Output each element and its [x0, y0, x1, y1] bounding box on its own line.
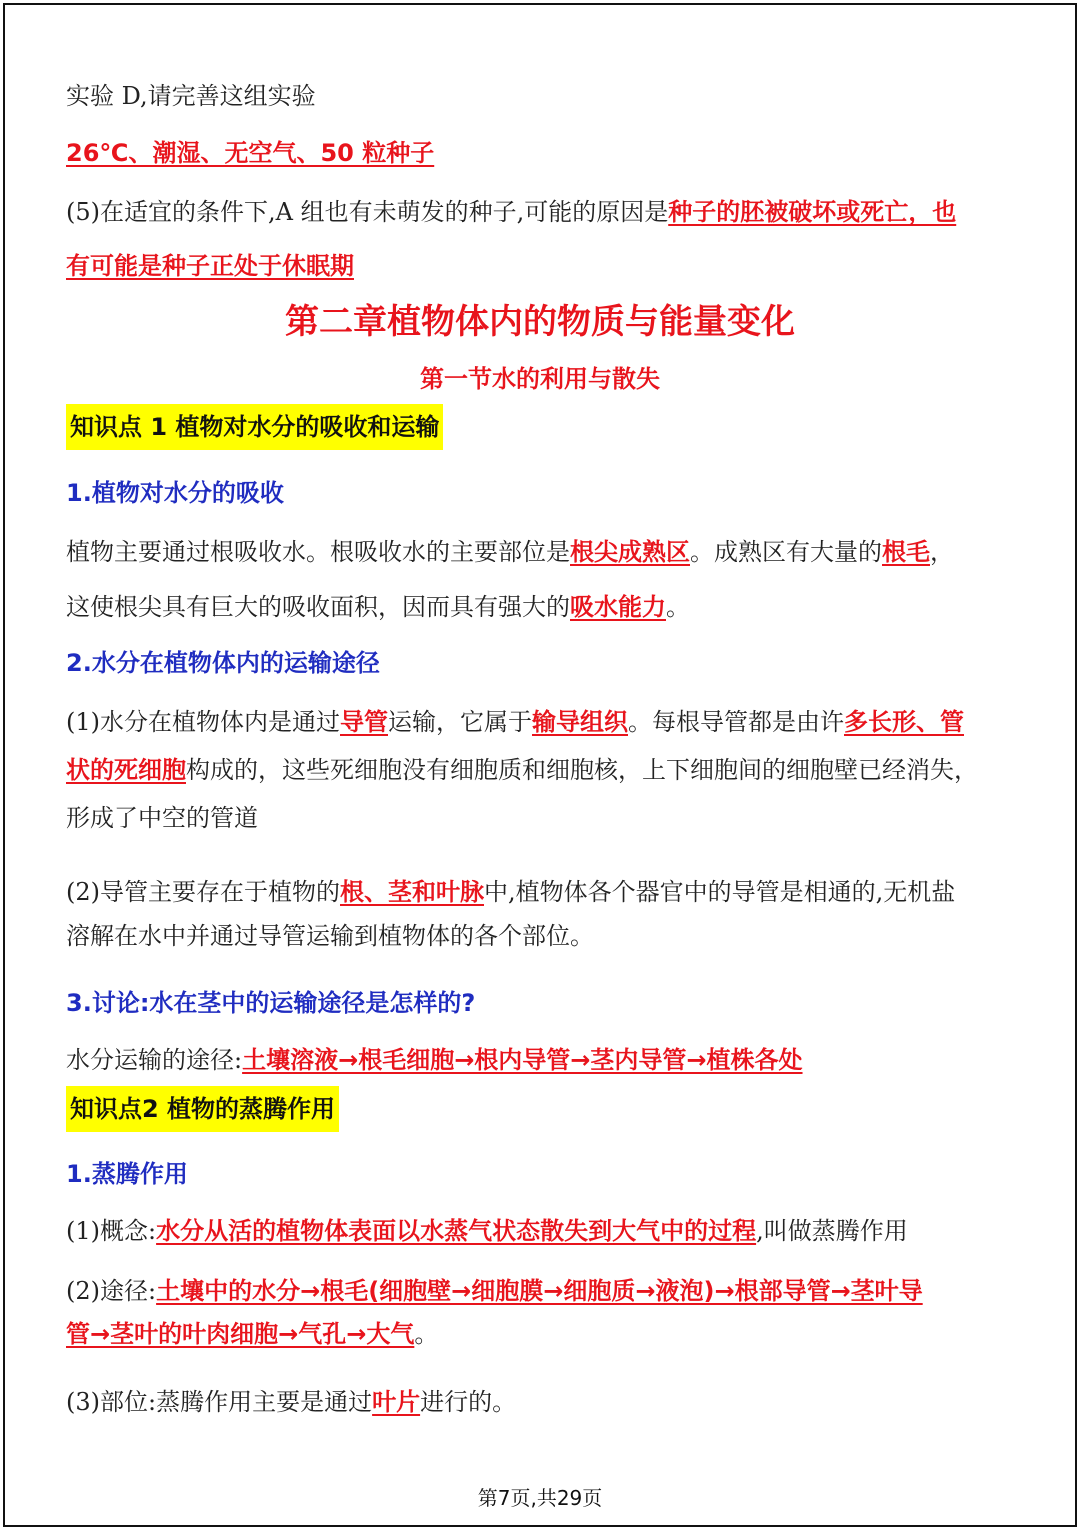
paragraph-line [66, 1318, 438, 1350]
text: 。每根导管都是由许 [628, 708, 844, 736]
answer-text: 根尖成熟区 [570, 538, 690, 566]
text: 。 [666, 593, 690, 621]
highlight-label: 知识点 1 植物对水分的吸收和运输 [66, 404, 443, 450]
text: (3)部位:蒸腾作用主要是通过 [66, 1388, 373, 1416]
text: 中,植物体各个器官中的导管是相通的,无机盐 [484, 878, 956, 906]
answer-text: 根、茎和叶脉 [340, 878, 484, 906]
text: 进行的。 [420, 1388, 517, 1416]
text: 构成的，这些死细胞没有细胞质和细胞核，上下细胞间的细胞壁已经消失， [186, 756, 978, 784]
paragraph-line [66, 920, 594, 952]
paragraph-line [66, 1386, 516, 1418]
paragraph-line [66, 1215, 908, 1247]
page-number: 第7页,共29页 [477, 1486, 603, 1510]
question-5-line-2 [66, 250, 354, 282]
answer-text: 多长形、管 [844, 708, 964, 736]
subheading-water-absorption: 1.植物对水分的吸收 [66, 479, 284, 507]
text: (2)导管主要存在于植物的 [66, 878, 340, 906]
text: 。 [414, 1320, 439, 1348]
answer-text: 输导组织 [532, 708, 628, 736]
text: 水分运输的途径: [66, 1046, 243, 1074]
answer-line [66, 137, 434, 169]
text: 这使根尖具有巨大的吸收面积，因而具有强大的 [66, 593, 570, 621]
subheading-transport-path: 2.水分在植物体内的运输途径 [66, 649, 380, 677]
text: ， [930, 538, 954, 566]
text: 运输，它属于 [388, 708, 532, 736]
answer-text: 根毛 [882, 538, 930, 566]
experiment-d-line [66, 80, 316, 112]
chapter-title: 第二章植物体内的物质与能量变化 [285, 302, 795, 342]
paragraph-line [66, 802, 258, 834]
question-5-line [66, 196, 956, 228]
answer-text: 叶片 [372, 1388, 421, 1416]
knowledge-point-1-banner [66, 404, 443, 450]
answer-text: 管→茎叶的叶肉细胞→气孔→大气 [66, 1320, 415, 1348]
paragraph-line [66, 706, 964, 738]
subheading-discussion: 3.讨论:水在茎中的运输途径是怎样的? [66, 989, 476, 1017]
text: (2)途径: [66, 1277, 157, 1305]
answer-text: 有可能是种子正处于休眠期 [66, 252, 354, 280]
paragraph-line [66, 591, 690, 623]
text: 植物主要通过根吸收水。根吸收水的主要部位是 [66, 538, 570, 566]
answer-text: 导管 [340, 708, 388, 736]
text: 实验 D,请完善这组实验 [66, 82, 316, 110]
paragraph-line [66, 1275, 923, 1307]
answer-text: 土壤溶液→根毛细胞→根内导管→茎内导管→植株各处 [242, 1046, 803, 1074]
text: (1)概念: [66, 1217, 157, 1245]
text: (1)水分在植物体内是通过 [66, 708, 340, 736]
paragraph-line [66, 1044, 803, 1076]
knowledge-point-2-banner [66, 1086, 339, 1132]
text: ,叫做蒸腾作用 [756, 1217, 908, 1245]
answer-text: 26℃、潮湿、无空气、50 粒种子 [66, 139, 435, 167]
answer-text: 水分从活的植物体表面以水蒸气状态散失到大气中的过程 [156, 1217, 757, 1245]
paragraph-line [66, 876, 955, 908]
text: 溶解在水中并通过导管运输到植物体的各个部位。 [66, 922, 594, 950]
subheading-transpiration: 1.蒸腾作用 [66, 1160, 188, 1188]
answer-text: 吸水能力 [570, 593, 666, 621]
answer-text: 土壤中的水分→根毛(细胞壁→细胞膜→细胞质→液泡)→根部导管→茎叶导 [156, 1277, 923, 1305]
highlight-label: 知识点2 植物的蒸腾作用 [66, 1086, 339, 1132]
section-title: 第一节水的利用与散失 [420, 365, 660, 393]
text: 。成熟区有大量的 [690, 538, 882, 566]
paragraph-line [66, 754, 978, 786]
answer-text: 种子的胚被破坏或死亡，也 [668, 198, 957, 226]
paragraph-line [66, 536, 954, 568]
text: (5)在适宜的条件下,A 组也有未萌发的种子,可能的原因是 [66, 198, 669, 226]
text: 形成了中空的管道 [66, 804, 258, 832]
answer-text: 状的死细胞 [66, 756, 186, 784]
